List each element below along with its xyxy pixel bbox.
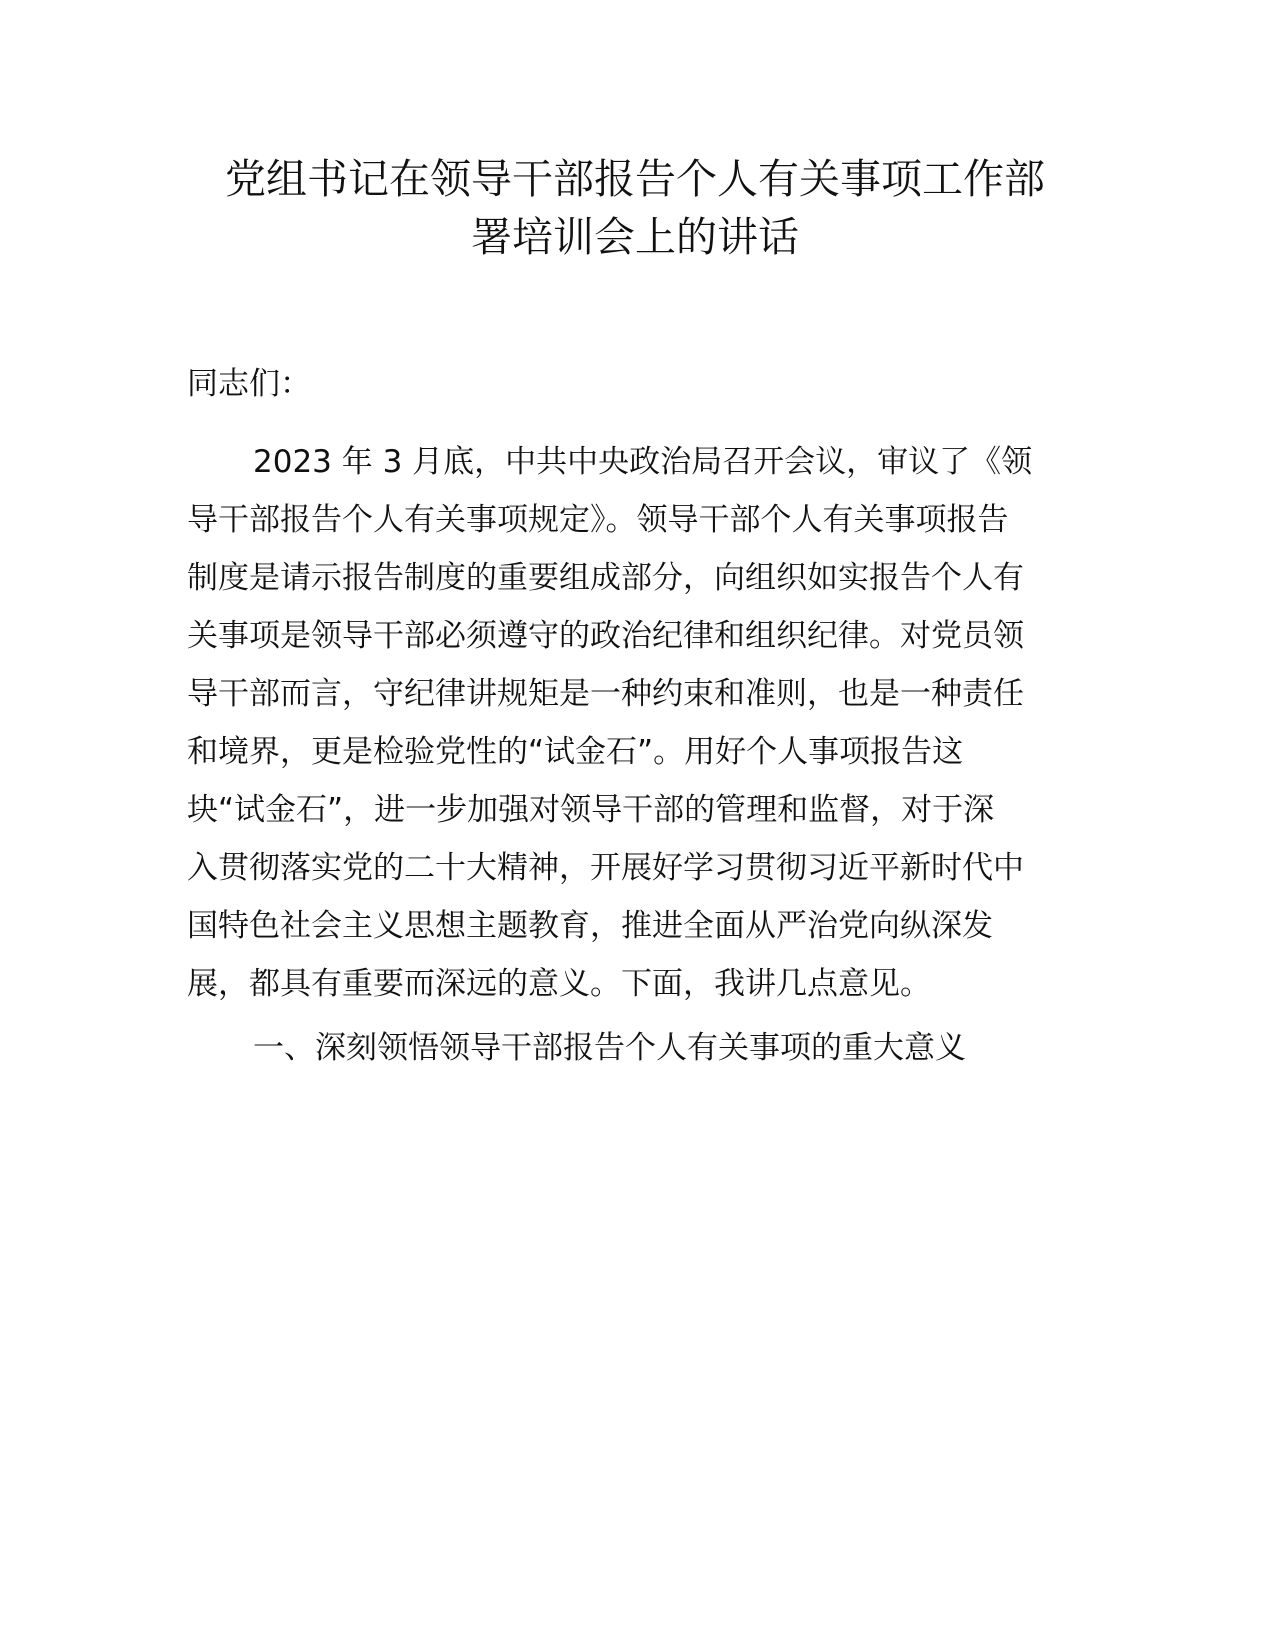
paragraph-line: 展，都具有重要而深远的意义。下面，我讲几点意见。 bbox=[187, 966, 931, 1002]
paragraph-line: 2023 年 3 月底，中共中央政治局召开会议，审议了《领 bbox=[253, 444, 1033, 480]
paragraph-line: 入贯彻落实党的二十大精神，开展好学习贯彻习近平新时代中 bbox=[187, 850, 1024, 886]
paragraph-line: 块“试金石”，进一步加强对领导干部的管理和监督，对于深 bbox=[187, 792, 995, 828]
paragraph-line: 关事项是领导干部必须遵守的政治纪律和组织纪律。对党员领 bbox=[187, 618, 1024, 654]
salutation: 同志们： bbox=[187, 366, 311, 402]
paragraph-line: 制度是请示报告制度的重要组成部分，向组织如实报告个人有 bbox=[187, 560, 1024, 596]
paragraph-line: 国特色社会主义思想主题教育，推进全面从严治党向纵深发 bbox=[187, 908, 993, 944]
paragraph-line: 和境界，更是检验党性的“试金石”。用好个人事项报告这 bbox=[187, 734, 964, 770]
title-line-2: 署培训会上的讲话 bbox=[471, 213, 799, 261]
paragraph-line: 导干部报告个人有关事项规定》。领导干部个人有关事项报告 bbox=[187, 502, 1009, 538]
section-heading-1: 一、深刻领悟领导干部报告个人有关事项的重大意义 bbox=[253, 1030, 966, 1066]
paragraph-line: 导干部而言，守纪律讲规矩是一种约束和准则，也是一种责任 bbox=[187, 676, 1024, 712]
title-line-1: 党组书记在领导干部报告个人有关事项工作部 bbox=[225, 155, 1045, 203]
paragraph-1 bbox=[187, 433, 1097, 1013]
document-title bbox=[185, 150, 1085, 266]
